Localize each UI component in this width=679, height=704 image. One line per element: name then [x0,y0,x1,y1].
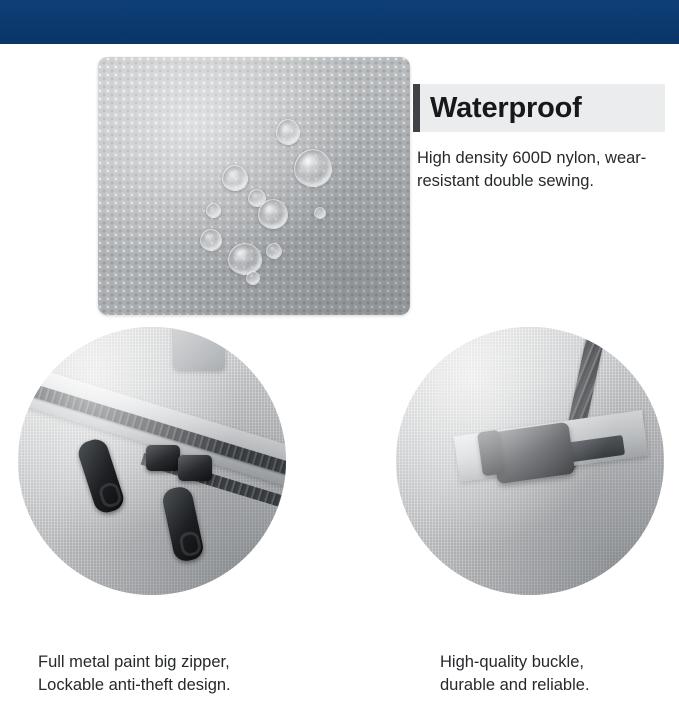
water-droplet [258,199,288,229]
water-droplet [246,271,260,285]
zipper-caption [38,651,338,697]
water-droplet [228,243,262,275]
water-droplet [276,119,300,145]
waterproof-title-block [413,84,665,132]
water-droplet [222,165,248,191]
waterproof-description: High density 600D nylon, wear-resistant double sewing. [417,149,647,190]
water-droplet [206,203,221,218]
title-accent-bar [413,84,420,132]
buckle-caption-line-1: High-quality buckle, [440,653,584,671]
water-droplet [294,149,332,187]
waterproof-fabric-image [98,57,410,315]
water-droplet [200,229,222,251]
buckle-caption [440,651,670,697]
waterproof-title: Waterproof [430,91,582,124]
bag-shading-overlay [396,327,664,595]
zipper-closeup-image [18,327,286,595]
zipper-slider [178,455,212,481]
zipper-caption-line-2: Lockable anti-theft design. [38,676,231,694]
water-droplet [266,243,282,259]
water-droplet [314,207,326,219]
buckle-caption-line-2: durable and reliable. [440,676,590,694]
buckle-closeup-image [396,327,664,595]
top-banner-fill [0,0,679,44]
top-banner-bar [0,0,679,44]
zipper-slider [146,445,180,471]
zipper-caption-line-1: Full metal paint big zipper, [38,653,230,671]
